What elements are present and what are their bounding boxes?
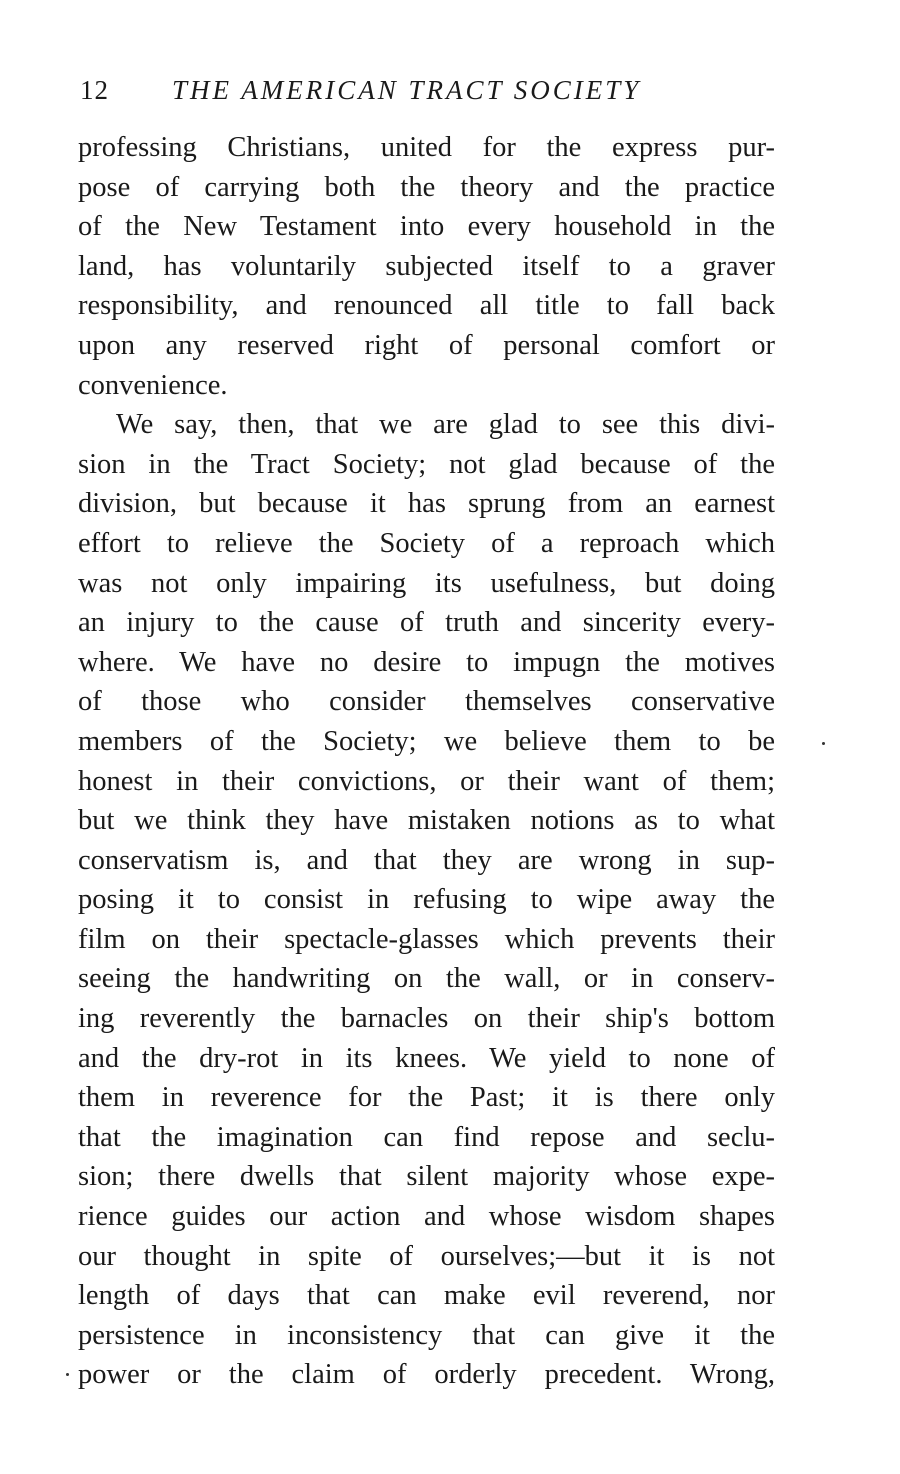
- text-line: and the dry-rot in its knees. We yield to none of: [78, 1042, 775, 1074]
- text-line: upon any reserved right of personal comfort or: [78, 329, 775, 361]
- text-line: professing Christians, united for the express pur-: [78, 132, 775, 163]
- text-line: length of days that can make evil reverend, nor: [78, 1280, 775, 1312]
- text-line: film on their spectacle-glasses which prevents their: [78, 923, 775, 955]
- text-line: seeing the handwriting on the wall, or in conserv-: [78, 963, 775, 995]
- text-line: sion; there dwells that silent majority whose expe-: [78, 1161, 775, 1193]
- ink-speck: [822, 742, 825, 745]
- ink-speck: [66, 1373, 69, 1376]
- text-line: persistence in inconsistency that can give it the: [78, 1319, 775, 1351]
- text-line: responsibility, and renounced all title to fall back: [78, 290, 775, 322]
- text-line: honest in their convictions, or their want of them;: [78, 765, 775, 797]
- page-number: 12: [80, 75, 109, 105]
- text-line: members of the Society; we believe them to be: [78, 725, 775, 757]
- text-line: conservatism is, and that they are wrong in sup-: [78, 844, 775, 876]
- body-text: [78, 128, 775, 1395]
- text-line: but we think they have mistaken notions as to what: [78, 805, 775, 837]
- text-line: pose of carrying both the theory and the practice: [78, 171, 775, 203]
- text-line: an injury to the cause of truth and sincerity every-: [78, 607, 775, 639]
- running-head: [80, 70, 780, 110]
- text-line: that the imagination can find repose and seclu-: [78, 1121, 775, 1153]
- text-line: of those who consider themselves conservative: [78, 686, 775, 718]
- text-line: posing it to consist in refusing to wipe away the: [78, 884, 775, 916]
- text-line: them in reverence for the Past; it is there only: [78, 1082, 775, 1114]
- text-line: division, but because it has sprung from an earnest: [78, 488, 775, 520]
- text-line: convenience.: [78, 369, 228, 401]
- text-line: power or the claim of orderly precedent. Wrong,: [78, 1359, 775, 1391]
- text-line: We say, then, that we are glad to see this divi-: [116, 409, 775, 441]
- text-line: of the New Testament into every household in the: [78, 211, 775, 243]
- text-line: our thought in spite of ourselves;—but it is not: [78, 1240, 775, 1272]
- text-line: effort to relieve the Society of a reproach which: [78, 527, 775, 559]
- text-line: sion in the Tract Society; not glad because of the: [78, 448, 775, 480]
- text-line: was not only impairing its usefulness, but doing: [78, 567, 775, 599]
- text-line: ing reverently the barnacles on their ship's bottom: [78, 1003, 775, 1035]
- text-line: rience guides our action and whose wisdom shapes: [78, 1201, 775, 1233]
- text-line: land, has voluntarily subjected itself to a graver: [78, 250, 775, 282]
- running-title: THE AMERICAN TRACT SOCIETY: [172, 75, 642, 105]
- text-line: where. We have no desire to impugn the motives: [78, 646, 775, 678]
